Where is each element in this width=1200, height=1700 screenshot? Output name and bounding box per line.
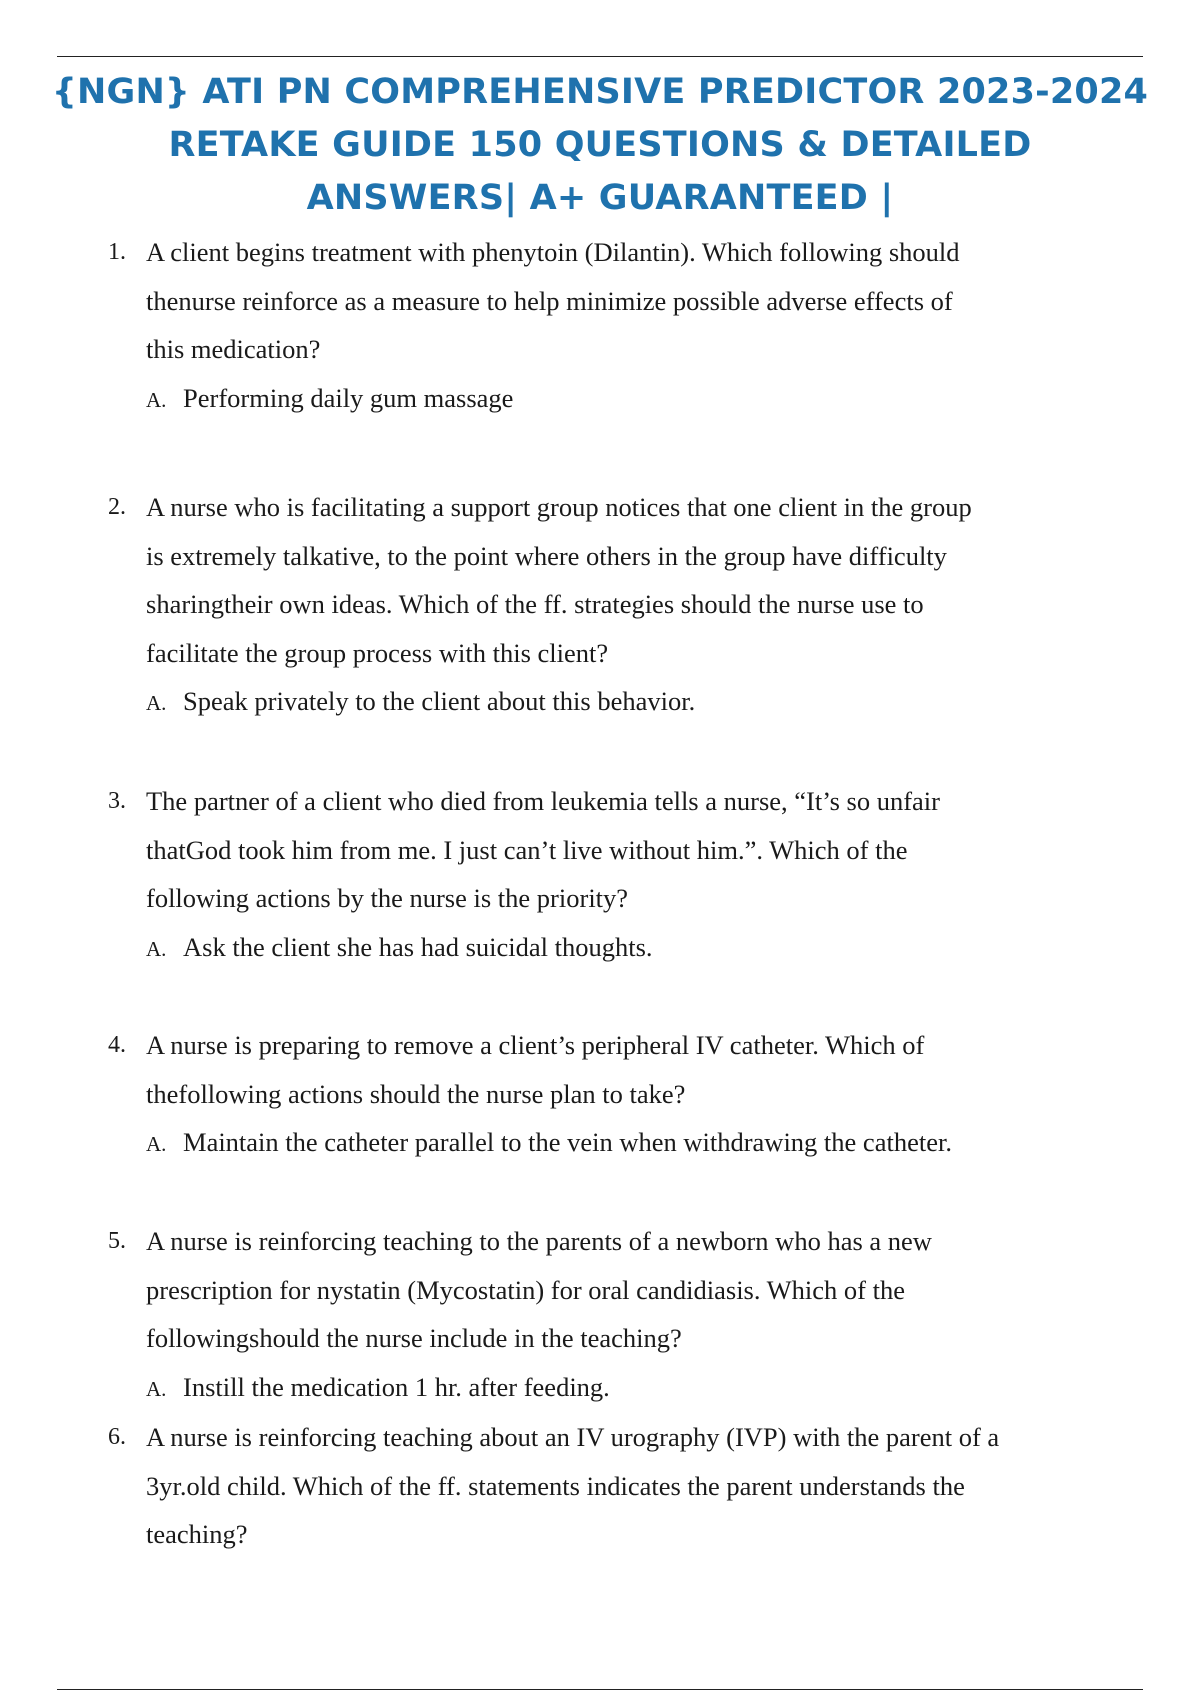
answer-text: Ask the client she has had suicidal thoughts. bbox=[183, 931, 653, 962]
question-number: 1. bbox=[108, 239, 126, 265]
question-text-line: thatGod took him from me. I just can’t live without him.”. Which of the bbox=[146, 834, 908, 865]
question-2 bbox=[108, 483, 1168, 727]
question-text-line: A nurse who is facilitating a support group notices that one client in the group bbox=[146, 492, 972, 522]
answer-text: Maintain the catheter parallel to the vein when withdrawing the catheter. bbox=[183, 1127, 952, 1157]
question-text bbox=[146, 777, 1146, 923]
question-text-line: facilitate the group process with this client? bbox=[146, 637, 609, 668]
question-text-line: thefollowing actions should the nurse plan to take? bbox=[146, 1078, 686, 1109]
question-text bbox=[146, 1217, 1146, 1363]
question-6 bbox=[108, 1413, 1168, 1559]
question-text bbox=[146, 483, 1146, 677]
question-text-line: A nurse is reinforcing teaching to the parents of a newborn who has a new bbox=[146, 1226, 932, 1256]
question-number: 6. bbox=[108, 1424, 126, 1450]
title-line-1: {NGN} ATI PN COMPREHENSIVE PREDICTOR 2023-2024 bbox=[51, 72, 1149, 112]
question-text bbox=[146, 228, 1146, 374]
answer-option bbox=[146, 374, 1168, 424]
answer-letter: A. bbox=[146, 936, 167, 961]
question-text-line: The partner of a client who died from leukemia tells a nurse, “It’s so unfair bbox=[146, 786, 940, 816]
question-number: 2. bbox=[108, 494, 126, 520]
answer-option bbox=[146, 1363, 1168, 1413]
question-number: 4. bbox=[108, 1032, 126, 1058]
question-number: 3. bbox=[108, 788, 126, 814]
answer-letter: A. bbox=[146, 691, 167, 715]
question-text bbox=[146, 1021, 1146, 1118]
question-text-line: following actions by the nurse is the priority? bbox=[146, 883, 629, 913]
question-4 bbox=[108, 1021, 1168, 1168]
question-text-line: prescription for nystatin (Mycostatin) for oral candidiasis. Which of the bbox=[146, 1274, 905, 1305]
question-text-line: sharingtheir own ideas. Which of the ff. strategies should the nurse use to bbox=[146, 589, 924, 619]
question-text-line: A client begins treatment with phenytoin (Dilantin). Which following should bbox=[146, 237, 960, 267]
answer-letter: A. bbox=[146, 1132, 167, 1156]
question-3 bbox=[108, 777, 1168, 973]
answer-text: Speak privately to the client about this behavior. bbox=[183, 686, 696, 716]
title-line-3: ANSWERS| A+ GUARANTEED | bbox=[306, 178, 894, 218]
answer-option bbox=[146, 677, 1168, 727]
answer-option bbox=[146, 923, 1168, 973]
answer-text: Performing daily gum massage bbox=[183, 382, 514, 413]
answer-letter: A. bbox=[146, 1376, 167, 1401]
question-text-line: followingshould the nurse include in the teaching? bbox=[146, 1323, 682, 1353]
question-text-line: teaching? bbox=[146, 1519, 248, 1549]
question-text-line: A nurse is preparing to remove a client’s peripheral IV catheter. Which of bbox=[146, 1030, 925, 1060]
question-1 bbox=[108, 228, 1168, 424]
question-text-line: thenurse reinforce as a measure to help minimize possible adverse effects of bbox=[146, 285, 953, 316]
answer-letter: A. bbox=[146, 387, 167, 412]
question-text-line: this medication? bbox=[146, 334, 321, 364]
title-line-2: RETAKE GUIDE 150 QUESTIONS & DETAILED bbox=[168, 125, 1032, 165]
question-text-line: is extremely talkative, to the point where others in the group have difficulty bbox=[146, 540, 947, 571]
answer-text: Instill the medication 1 hr. after feeding. bbox=[183, 1371, 610, 1402]
answer-option bbox=[146, 1118, 1168, 1168]
question-number: 5. bbox=[108, 1228, 126, 1254]
question-5 bbox=[108, 1217, 1168, 1413]
question-text-line: A nurse is reinforcing teaching about an IV urography (IVP) with the parent of a bbox=[146, 1422, 1000, 1452]
question-text bbox=[146, 1413, 1146, 1559]
question-text-line: 3yr.old child. Which of the ff. statements indicates the parent understands the bbox=[146, 1470, 965, 1501]
bottom-rule bbox=[57, 1689, 1143, 1690]
